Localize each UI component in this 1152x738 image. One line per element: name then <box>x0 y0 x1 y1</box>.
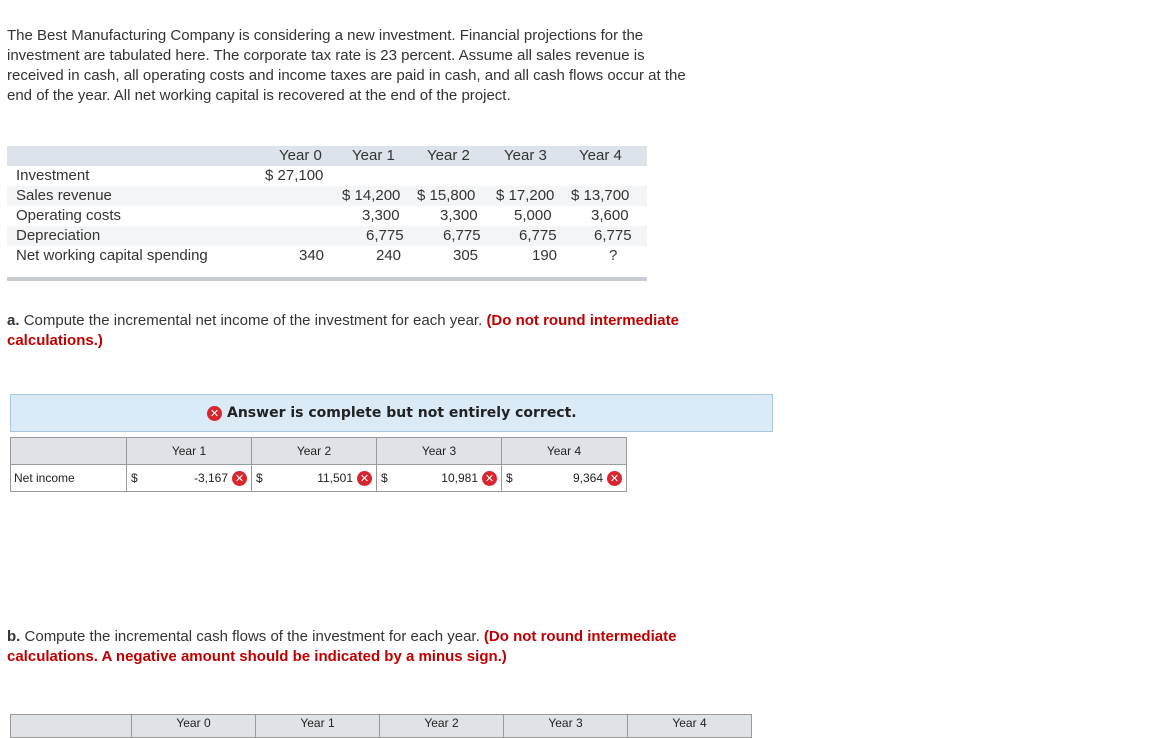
opcost-year-1: 3,300 <box>362 207 400 224</box>
incorrect-icon: ✕ <box>232 471 247 486</box>
incorrect-icon: ✕ <box>607 471 622 486</box>
currency-symbol: $ <box>256 471 263 485</box>
dep-year-1: 6,775 <box>366 227 404 244</box>
nwc-year-1: 240 <box>376 247 402 264</box>
cf-header-year-1: Year 1 <box>256 715 380 738</box>
net-income-year-2-input[interactable]: 11,501 <box>317 471 353 485</box>
cf-header-year-4: Year 4 <box>628 715 752 738</box>
header-year-4: Year 4 <box>579 147 622 164</box>
row-sales-revenue <box>7 186 647 206</box>
opcost-year-2: 3,300 <box>440 207 478 224</box>
investment-year-0: $ 27,100 <box>265 167 324 184</box>
cash-flow-answer-table <box>10 714 752 738</box>
header-year-1: Year 1 <box>352 147 395 164</box>
table-divider <box>7 272 647 281</box>
projections-table <box>7 146 647 281</box>
row-nwc-spending <box>7 246 647 266</box>
opcost-year-4: 3,600 <box>591 207 629 224</box>
cf-header-year-3: Year 3 <box>504 715 628 738</box>
currency-symbol: $ <box>506 471 513 485</box>
answer-cell-year-3[interactable] <box>377 465 502 492</box>
answer-header-year-3: Year 3 <box>377 438 502 465</box>
header-year-2: Year 2 <box>427 147 470 164</box>
sales-year-4: $ 13,700 <box>571 187 630 204</box>
header-year-0: Year 0 <box>279 147 322 164</box>
nwc-year-4: ? <box>609 247 618 264</box>
feedback-text: Answer is complete but not entirely correct. <box>227 405 577 421</box>
dep-year-4: 6,775 <box>594 227 632 244</box>
question-b-prefix: b. <box>7 628 21 645</box>
corner-cell <box>11 715 132 738</box>
row-label: Investment <box>16 167 90 184</box>
answer-cell-year-2[interactable] <box>252 465 377 492</box>
answer-cell-year-4[interactable] <box>502 465 627 492</box>
row-operating-costs <box>7 206 647 226</box>
sales-year-1: $ 14,200 <box>342 187 401 204</box>
sales-year-2: $ 15,800 <box>417 187 476 204</box>
currency-symbol: $ <box>131 471 138 485</box>
question-b-instruction: (Do not round intermediate calculations. A negative amount should be indicated by a minus sign.) <box>7 628 677 665</box>
incorrect-icon: ✕ <box>482 471 497 486</box>
nwc-year-2: 305 <box>453 247 479 264</box>
row-depreciation <box>7 226 647 246</box>
feedback-banner <box>10 394 773 432</box>
incorrect-icon: ✕ <box>357 471 372 486</box>
x-circle-icon: ✕ <box>207 406 222 421</box>
row-label-net-income: Net income <box>11 465 127 492</box>
header-year-3: Year 3 <box>504 147 547 164</box>
question-a-prefix: a. <box>7 312 20 329</box>
net-income-year-3-input[interactable]: 10,981 <box>441 471 478 485</box>
answer-cell-year-1[interactable] <box>127 465 252 492</box>
nwc-year-3: 190 <box>532 247 558 264</box>
row-investment <box>7 166 647 186</box>
dep-year-2: 6,775 <box>443 227 481 244</box>
net-income-year-1-input[interactable]: -3,167 <box>193 471 228 485</box>
question-a-instruction: (Do not round intermediate calculations.) <box>7 312 679 349</box>
question-b-text: Compute the incremental cash flows of the investment for each year. <box>24 628 480 645</box>
cf-header-year-0: Year 0 <box>132 715 256 738</box>
row-label: Depreciation <box>16 227 101 244</box>
question-a <box>7 311 697 351</box>
answer-header-year-2: Year 2 <box>252 438 377 465</box>
row-label: Operating costs <box>16 207 122 224</box>
opcost-year-3: 5,000 <box>514 207 552 224</box>
net-income-answer-table <box>10 437 627 492</box>
question-a-text: Compute the incremental net income of the investment for each year. <box>23 312 483 329</box>
row-label: Net working capital spending <box>16 247 208 264</box>
answer-header-year-4: Year 4 <box>502 438 627 465</box>
answer-header-year-1: Year 1 <box>127 438 252 465</box>
projections-header-row <box>7 146 647 166</box>
nwc-year-0: 340 <box>299 247 325 264</box>
corner-cell <box>11 438 127 465</box>
question-b <box>7 627 697 667</box>
net-income-year-4-input[interactable]: 9,364 <box>572 471 603 485</box>
cf-header-year-2: Year 2 <box>380 715 504 738</box>
currency-symbol: $ <box>381 471 388 485</box>
dep-year-3: 6,775 <box>519 227 557 244</box>
problem-statement: The Best Manufacturing Company is considering a new investment. Financial projections for the investment are tabulated here. The corporate tax rate is 23 percent. Assume all sales revenue is received in cash, all operating costs and income taxes are paid in cash, and all cash flows occur at the end of the year. All net working capital is recovered at the end of the project. <box>7 27 686 104</box>
sales-year-3: $ 17,200 <box>496 187 555 204</box>
row-label: Sales revenue <box>16 187 112 204</box>
